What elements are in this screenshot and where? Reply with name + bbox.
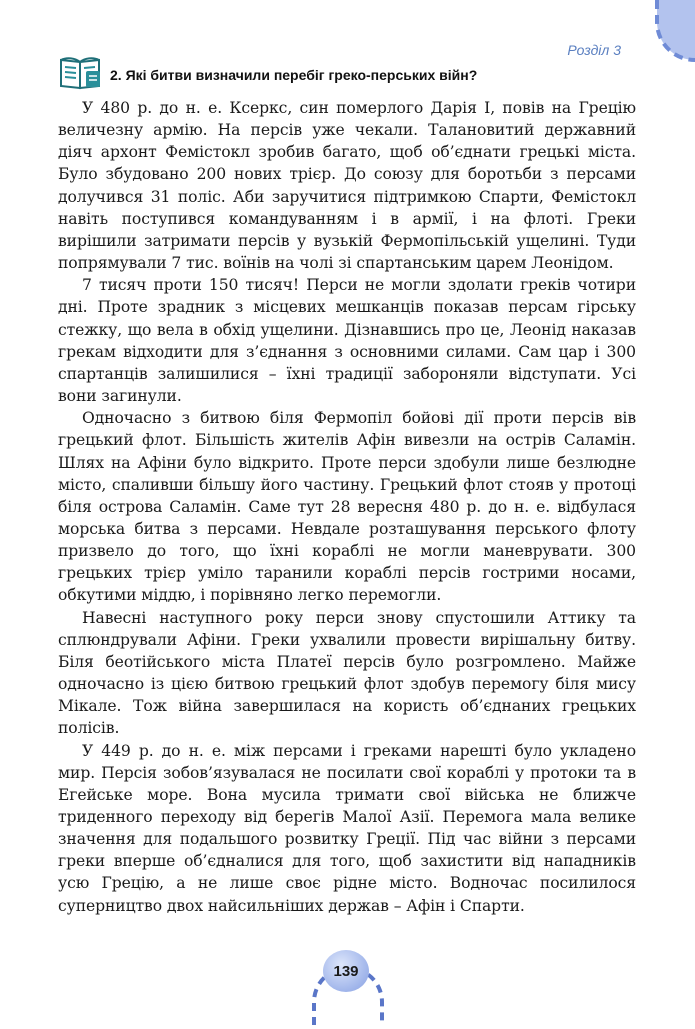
paragraph-5: У 449 р. до н. е. між персами і греками нарешті було укладено мир. Персія зобов’язувалася не посилати свої кораблі у протоки та в Егейське море. Вона мусила тримати свої війська не ближче триденного переходу від берегів Малої Азії. Перемога мала велике значення для подальшого розвитку Греції. Під час війни з персами греки вперше об’єдналися для того, щоб захистити від нападників усю Грецію, а не лише своє рідне місто. Водночас посилилося суперництво двох найсильніших держав – Афін і Спарти. bbox=[58, 741, 636, 915]
book-icon bbox=[58, 54, 104, 90]
paragraph-1: У 480 р. до н. е. Ксеркс, син померлого Дарія І, повів на Грецію величезну армію. На персів уже чекали. Талановитий державний діяч архонт Фемістокл зробив багато, щоб об’єднати грецькі міста. Було збудовано 200 нових трієр. До союзу для боротьби з персами долучився 31 поліс. Аби заручитися підтримкою Спарти, Фемістокл навіть поступився командуванням і в армії, і на флоті. Греки вирішили затримати персів у вузькій Фермопільській ущелині. Туди попрямували 7 тис. воїнів на чолі зі спартанським царем Леонідом. bbox=[58, 99, 636, 273]
paragraph-4: Навесні наступного року перси знову спустошили Аттику та сплюндрували Афіни. Греки ухвалили провести вирішальну битву. Біля беотійського міста Платеї персів було розгромлено. Майже одночасно із цією битвою грецький флот здобув перемогу біля мису Мікале. Тож війна завершилася на користь об’єднаних грецьких полісів. bbox=[58, 608, 636, 738]
page-number: 139 bbox=[323, 950, 369, 992]
page-number-badge bbox=[296, 940, 400, 1029]
section-label: Розділ 3 bbox=[567, 42, 621, 58]
question-title: 2. Які битви визначили перебіг греко-перських війн? bbox=[110, 67, 478, 83]
paragraph-3: Одночасно з битвою біля Фермопіл бойові дії проти персів вів грецький флот. Більшість жителів Афін вивезли на острів Саламін. Шлях на Афіни було відкрито. Проте перси здобули лише безлюдне місто, спаливши більшу його частину. Грецький флот стояв у протоці біля острова Саламін. Саме тут 28 вересня 480 р. до н. е. відбулася морська битва з персами. Невдале розташування перського флоту призвело до того, що їхні кораблі не могли маневрувати. 300 грецьких трієр уміло таранили кораблі персів гострими носами, обкутими міддю, і порівняно легко перемогли. bbox=[58, 409, 636, 605]
question-heading bbox=[58, 52, 655, 92]
article-body bbox=[58, 97, 636, 917]
paragraph-2: 7 тисяч проти 150 тисяч! Перси не могли здолати греків чотири дні. Проте зрадник з місцевих мешканців показав персам гірську стежку, що вела в обхід ущелини. Дізнавшись про це, Леонід наказав грекам відходити для з’єднання з основними силами. Сам цар і 300 спартанців залишилися – їхні традиції забороняли відступати. Усі вони загинули. bbox=[58, 276, 636, 406]
